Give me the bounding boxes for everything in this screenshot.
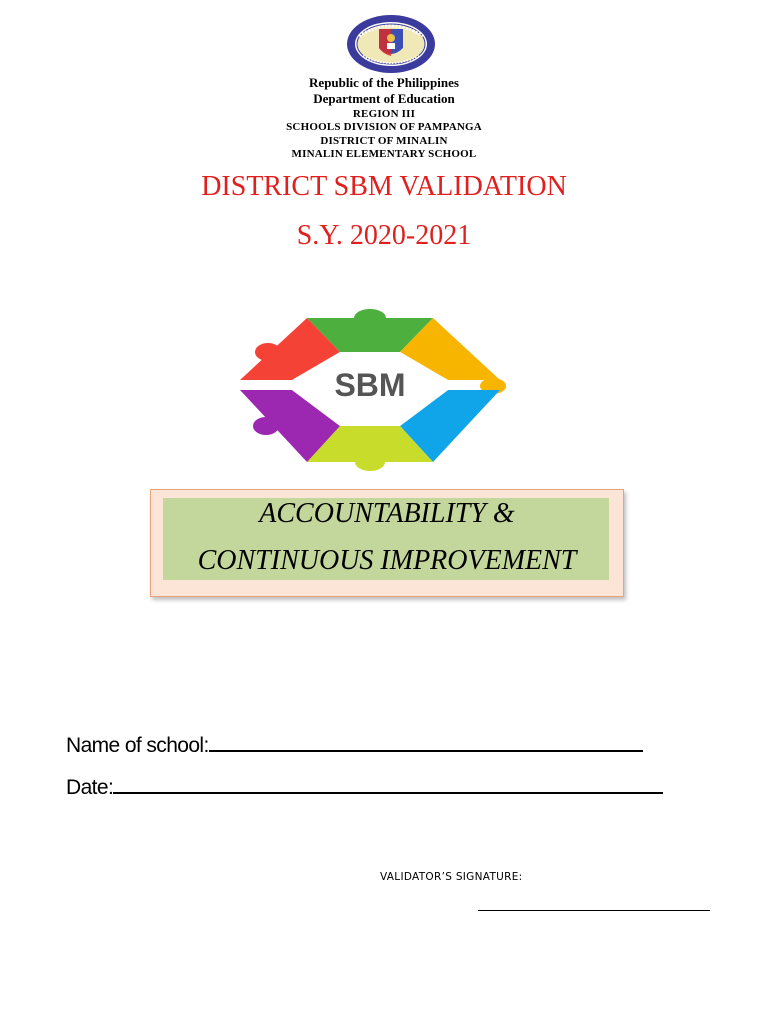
principle-line-2: CONTINUOUS IMPROVEMENT bbox=[197, 545, 577, 576]
school-name-label: Name of school: bbox=[66, 734, 209, 757]
sbm-logo-icon bbox=[232, 308, 508, 474]
school-year: S.Y. 2020-2021 bbox=[296, 220, 472, 251]
page-title: DISTRICT SBM VALIDATION bbox=[201, 171, 567, 202]
school-name-line[interactable] bbox=[209, 733, 643, 752]
header-district: DISTRICT OF MINALIN bbox=[320, 135, 448, 147]
date-line[interactable] bbox=[113, 775, 663, 794]
signature-line[interactable] bbox=[478, 910, 710, 911]
header-division: SCHOOLS DIVISION OF PAMPANGA bbox=[286, 121, 482, 133]
school-name-field[interactable] bbox=[66, 733, 643, 758]
date-field[interactable] bbox=[66, 775, 663, 800]
validator-signature-label: VALIDATOR’S SIGNATURE: bbox=[380, 871, 523, 883]
header-department: Department of Education bbox=[313, 91, 455, 106]
principle-line-1: ACCOUNTABILITY & bbox=[259, 498, 515, 529]
header-region: REGION III bbox=[352, 108, 416, 120]
header-school: MINALIN ELEMENTARY SCHOOL bbox=[291, 148, 477, 160]
header-republic: Republic of the Philippines bbox=[309, 75, 459, 90]
date-label: Date: bbox=[66, 776, 114, 799]
sbm-logo-text: SBM bbox=[334, 367, 406, 403]
deped-seal-icon bbox=[345, 14, 437, 74]
principle-box bbox=[150, 489, 624, 597]
